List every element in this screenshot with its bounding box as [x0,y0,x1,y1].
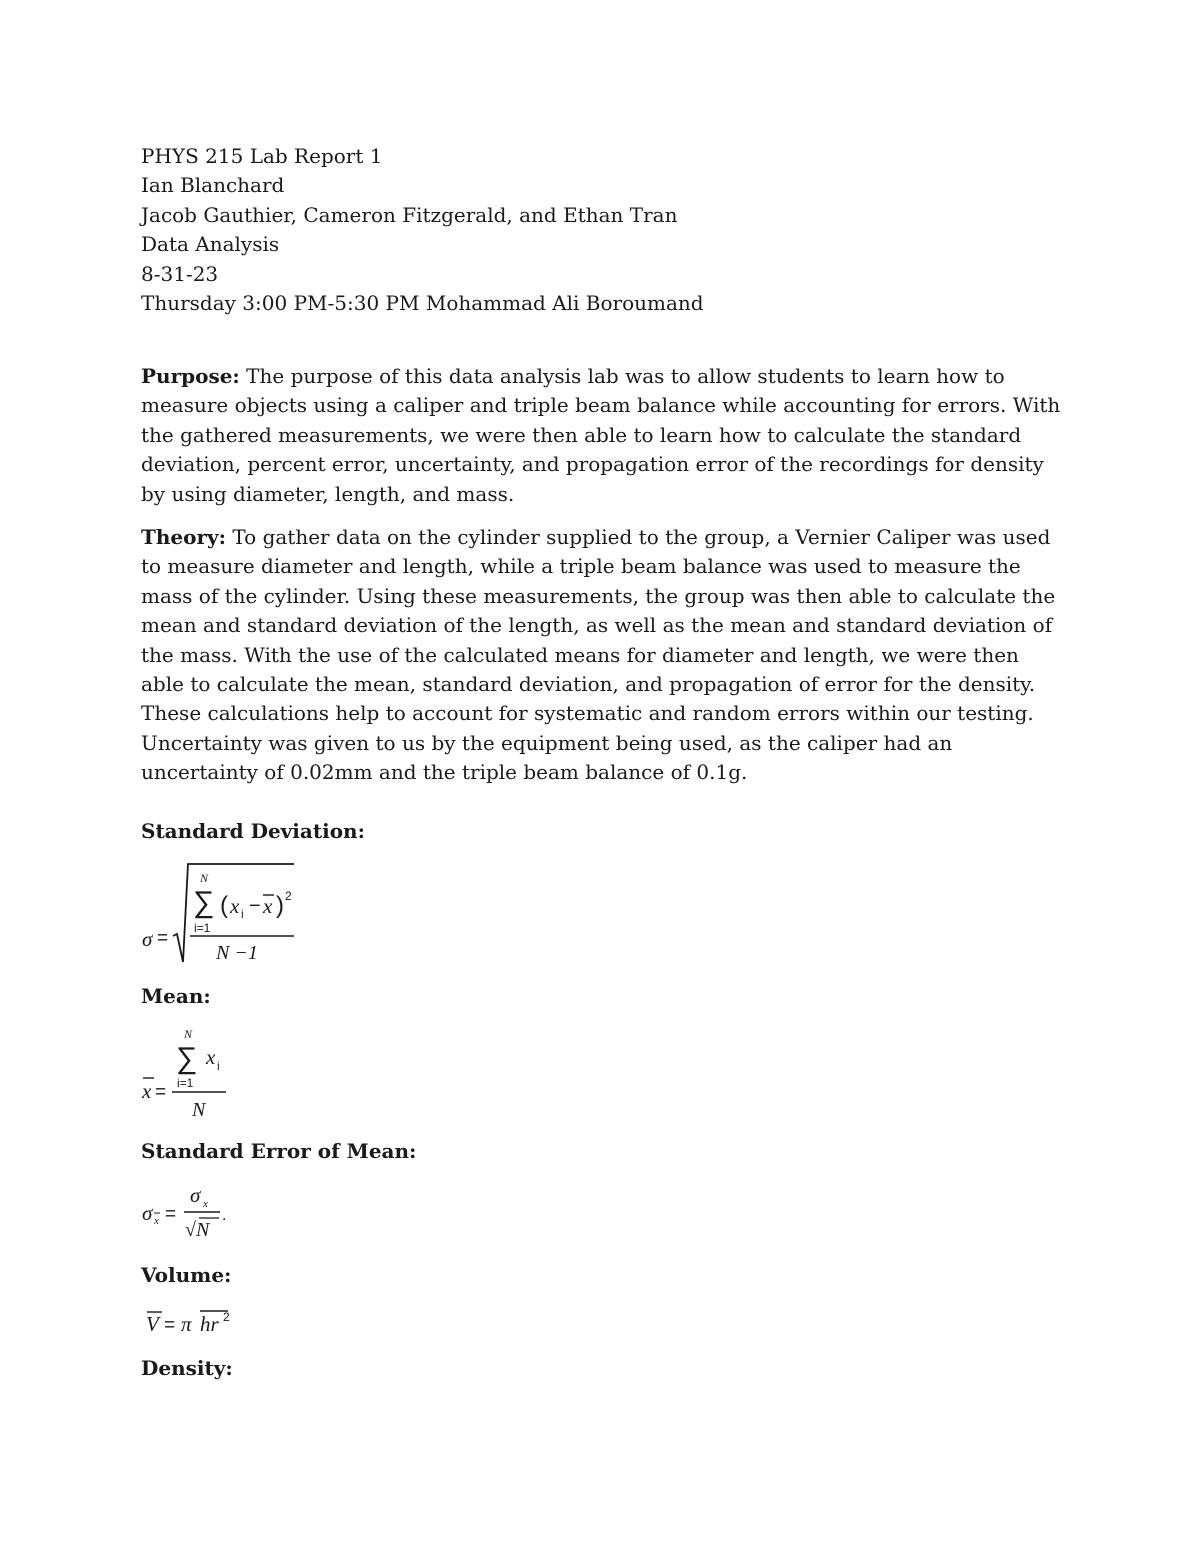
author-name: Ian Blanchard [141,173,285,198]
equals-sign: = [157,928,169,949]
equals-sign: = [165,1204,177,1225]
x-variable: x [206,1045,216,1069]
mean-heading: Mean: [141,984,211,1008]
sigma-subscript-xbar: x [154,1215,159,1227]
numerator-sigma: σ [190,1183,201,1207]
summation-symbol: ∑ [193,886,215,919]
denominator: N [192,1099,206,1121]
theory-text: To gather data on the cylinder supplied to the group, a Vernier Caliper was used to measure diameter and length, while a triple beam balance was used to measure the mass of the cylinder. Using these measurements, the group was then able to calculate the mean and standard deviation of the length, as well as the mean and standard deviation of the mass. With the use of the calculated means for diameter and length, we were then able to calculate the mean, standard deviation, and propagation of error for the density. These calculations help to account for systematic and random errors within our testing. Uncertainty was given to us by the equipment being used, as the caliper had an uncertainty of 0.02mm and the triple beam balance of 0.1g. [141,525,1056,785]
purpose-label: Purpose: [141,364,240,388]
volume-heading: Volume: [141,1263,232,1287]
course-title: PHYS 215 Lab Report 1 [141,144,383,168]
x-subscript: i [241,907,244,921]
sum-lower-limit: i=1 [194,921,211,935]
minus-sign: − [249,895,261,917]
pi-symbol: π [181,1312,192,1336]
square-exponent: 2 [285,889,292,903]
sigma-symbol: σ [142,927,153,951]
theory-paragraph [141,523,1066,788]
purpose-paragraph [141,362,1066,509]
v-variable: V [146,1312,159,1336]
sigma-symbol: σ [142,1201,153,1225]
sum-upper-limit: N [184,1027,193,1041]
mean-formula [140,1022,250,1122]
numerator-subscript: x [203,1198,208,1210]
hr-variable: hr [200,1312,219,1336]
std-dev-heading: Standard Deviation: [141,819,365,843]
sum-upper-limit: N [200,871,209,885]
std-dev-formula [140,858,310,968]
report-header [141,142,1101,318]
purpose-text: The purpose of this data analysis lab was to allow students to learn how to measure objects using a caliper and triple beam balance while accounting for errors. With the gathered measurements, we were then able to learn how to calculate the standard deviation, percent error, uncertainty, and propagation error of the recordings for density by using diameter, length, and mass. [141,364,1061,506]
sem-heading: Standard Error of Mean: [141,1139,417,1163]
square-exponent: 2 [223,1310,230,1324]
period: . [222,1207,227,1224]
equals-sign: = [155,1082,167,1103]
sqrt-n: √N [185,1219,210,1241]
sem-formula [140,1180,250,1248]
summation-symbol: ∑ [176,1042,198,1075]
left-paren: ( [220,892,228,919]
lab-title: Data Analysis [141,232,280,257]
x-subscript: i [217,1059,220,1073]
theory-label: Theory: [141,525,227,549]
lab-section: Thursday 3:00 PM-5:30 PM Mohammad Ali Boroumand [141,291,704,316]
denominator: N −1 [216,942,258,964]
report-date: 8-31-23 [141,261,219,286]
equals-sign: = [164,1315,176,1336]
right-paren: ) [276,892,284,919]
xbar-variable: x [142,1079,152,1103]
volume-formula [140,1300,250,1340]
density-heading: Density: [141,1356,233,1380]
lab-partners: Jacob Gauthier, Cameron Fitzgerald, and Ethan Tran [141,202,678,227]
xbar-variable: x [263,894,273,918]
x-variable: x [230,894,240,918]
sum-lower-limit: i=1 [177,1076,194,1090]
